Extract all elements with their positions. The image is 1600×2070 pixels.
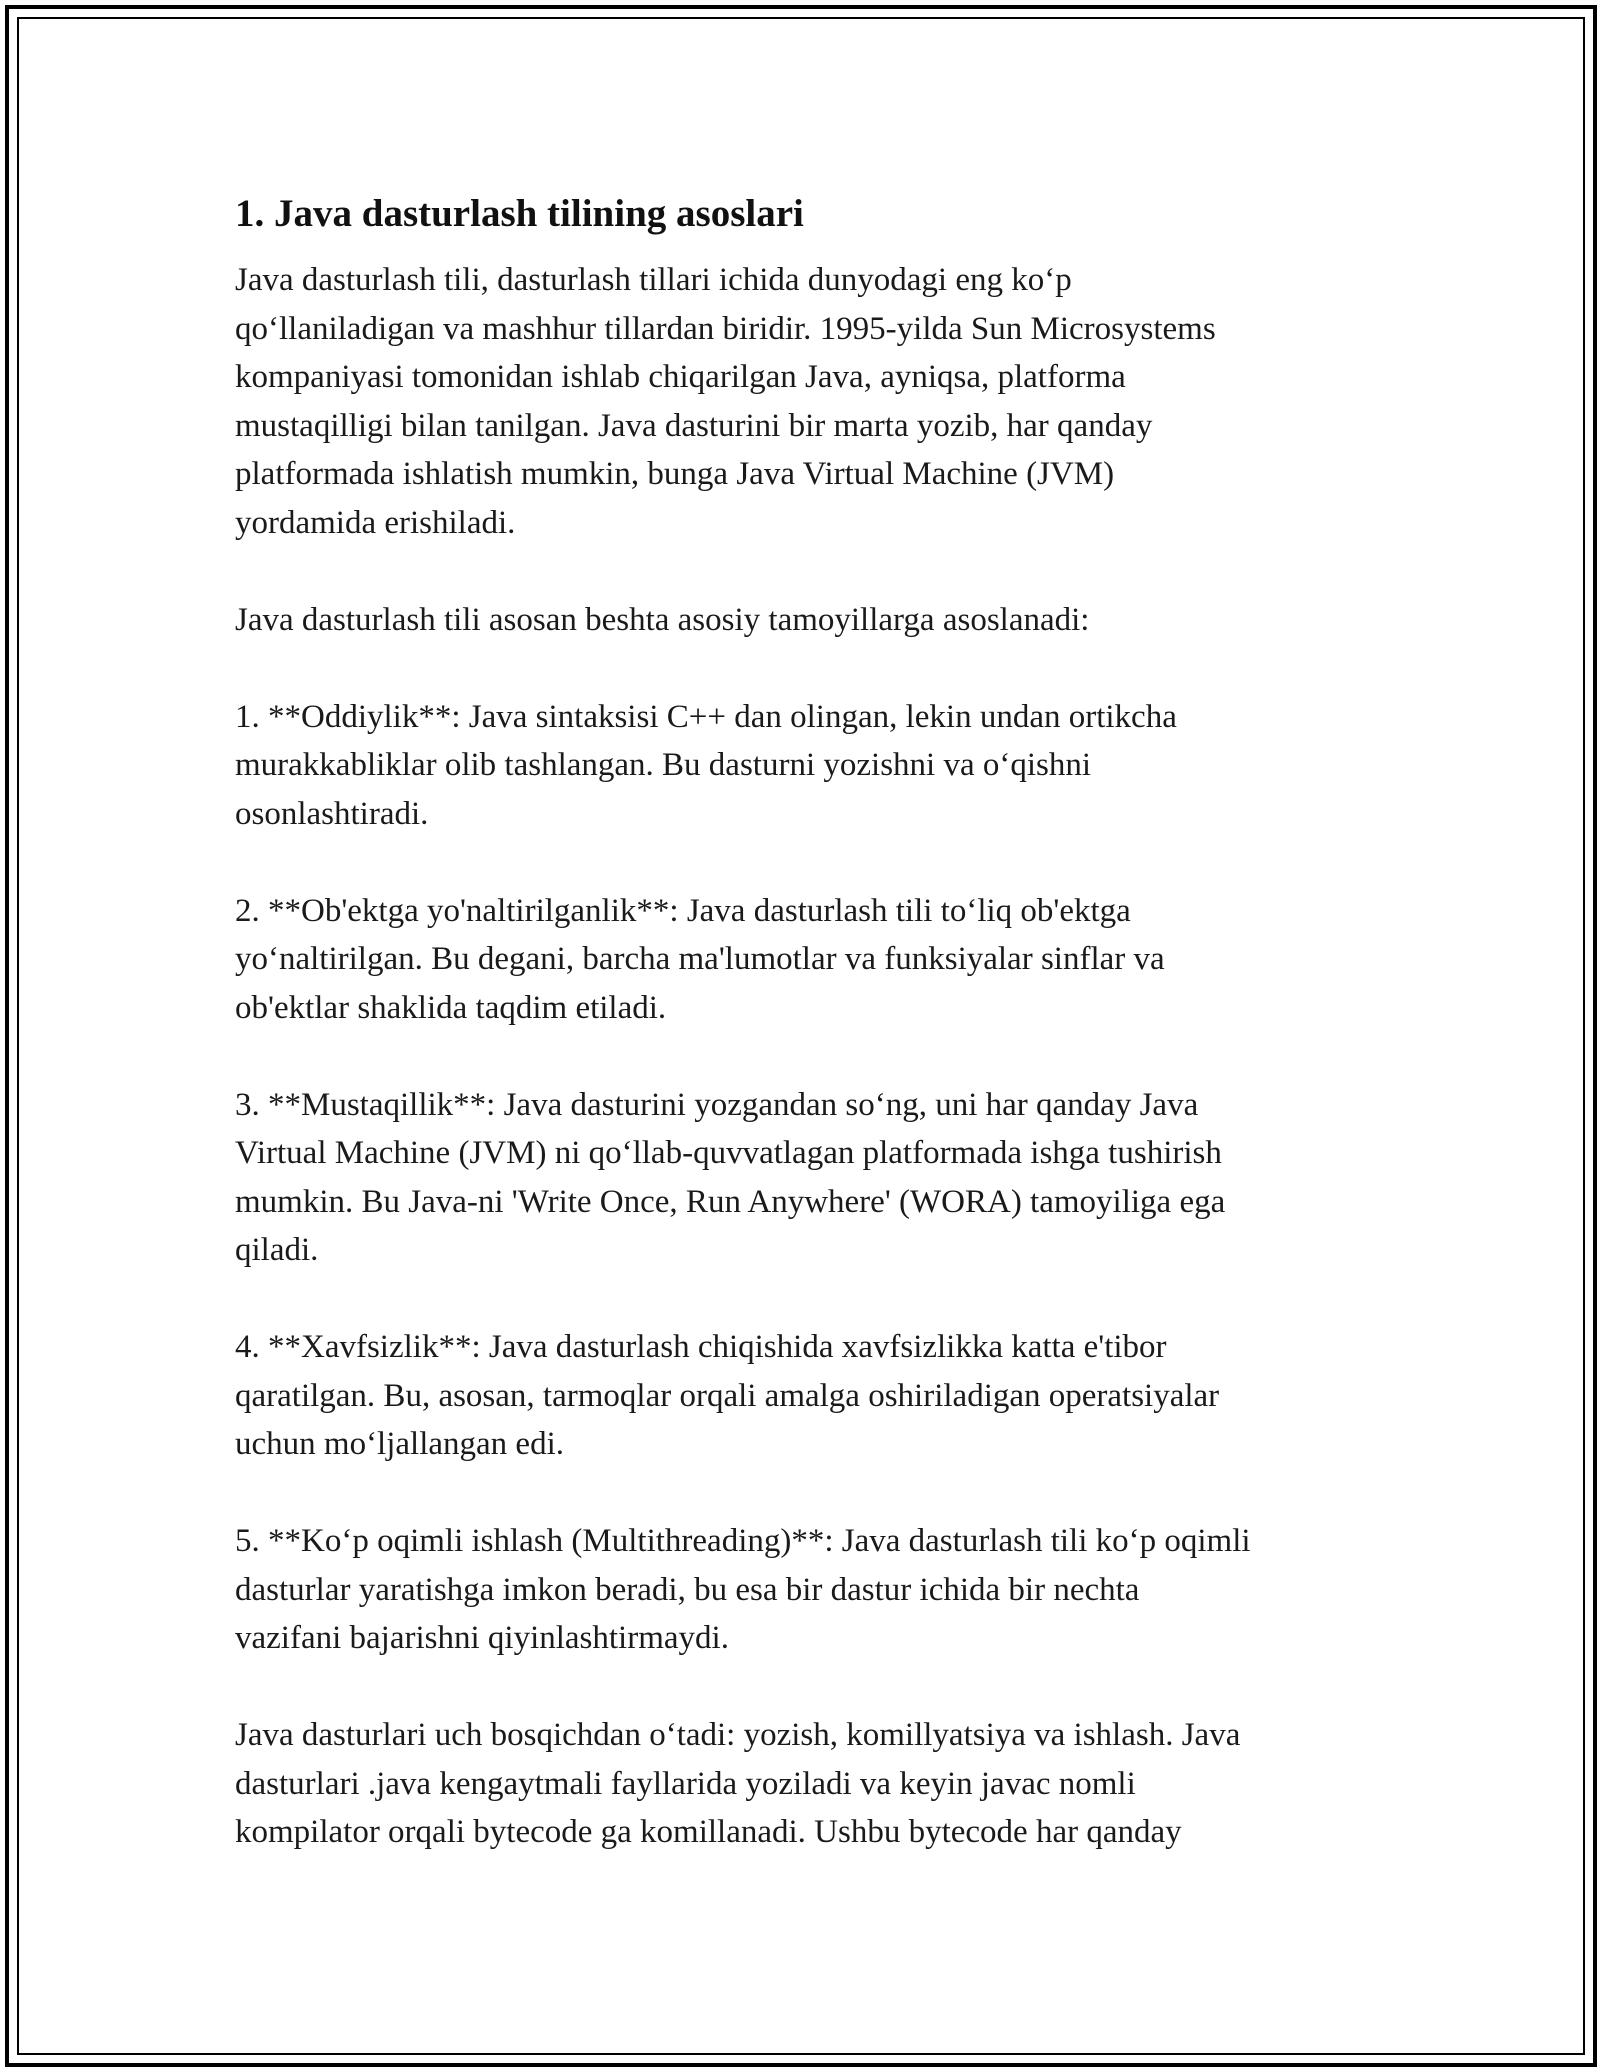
paragraph-stages: Java dasturlari uch bosqichdan o‘tadi: yozish, komillyatsiya va ishlash. Java dasturlari .java kengaytmali fayllarida yoziladi va keyin javac nomli kompilator orqali bytecode ga komillanadi. Ushbu bytecode har qanday [235, 1717, 1241, 1850]
document-body [235, 190, 1375, 1857]
list-item-security: 4. **Xavfsizlik**: Java dasturlash chiqishida xavfsizlikka katta e'tibor qaratilgan. Bu, asosan, tarmoqlar orqali amalga oshiriladigan operatsiyalar uchun mo‘ljallangan edi. [235, 1329, 1220, 1462]
paragraph-spacer [235, 1663, 1375, 1712]
paragraph-intro: Java dasturlash tili, dasturlash tillari ichida dunyodagi eng ko‘p qo‘llaniladigan va mashhur tillardan biridir. 1995-yilda Sun Microsystems kompaniyasi tomonidan ishlab chiqarilgan Java, ayniqsa, platforma mustaqilligi bilan tanilgan. Java dasturini bir marta yozib, har qanday platformada ishlatish mumkin, bunga Java Virtual Machine (JVM) yordamida erishiladi. [235, 262, 1216, 541]
paragraph-spacer [235, 1275, 1375, 1324]
paragraph-spacer [235, 1469, 1375, 1518]
paragraph-spacer [235, 644, 1375, 693]
paragraph-spacer [235, 838, 1375, 887]
list-item-object-oriented: 2. **Ob'ektga yo'naltirilganlik**: Java dasturlash tili to‘liq ob'ektga yo‘naltirilgan. Bu degani, barcha ma'lumotlar va funksiyalar sinflar va ob'ektlar shaklida taqdim etiladi. [235, 892, 1165, 1026]
list-item-simplicity: 1. **Oddiylik**: Java sintaksisi C++ dan olingan, lekin undan ortikcha murakkabliklar olib tashlangan. Bu dasturni yozishni va o‘qishni osonlashtiradi. [235, 698, 1177, 832]
list-item-independence: 3. **Mustaqillik**: Java dasturini yozgandan so‘ng, uni har qanday Java Virtual Machine (JVM) ni qo‘llab-quvvatlagan platformada ishga tushirish mumkin. Bu Java-ni 'Write Once, Run Anywhere' (WORA) tamoyiliga ega qiladi. [235, 1086, 1226, 1268]
list-item-multithreading: 5. **Ko‘p oqimli ishlash (Multithreading)**: Java dasturlash tili ko‘p oqimli dasturlar yaratishga imkon beradi, bu esa bir dastur ichida bir nechta vazifani bajarishni qiyinlashtirmaydi. [235, 1523, 1251, 1656]
paragraph-spacer [235, 1032, 1375, 1081]
section-heading: 1. Java dasturlash tilining asoslari [235, 192, 804, 235]
paragraph-spacer [235, 547, 1375, 596]
paragraph-principles-lead: Java dasturlash tili asosan beshta asosiy tamoyillarga asoslanadi: [235, 601, 1090, 638]
